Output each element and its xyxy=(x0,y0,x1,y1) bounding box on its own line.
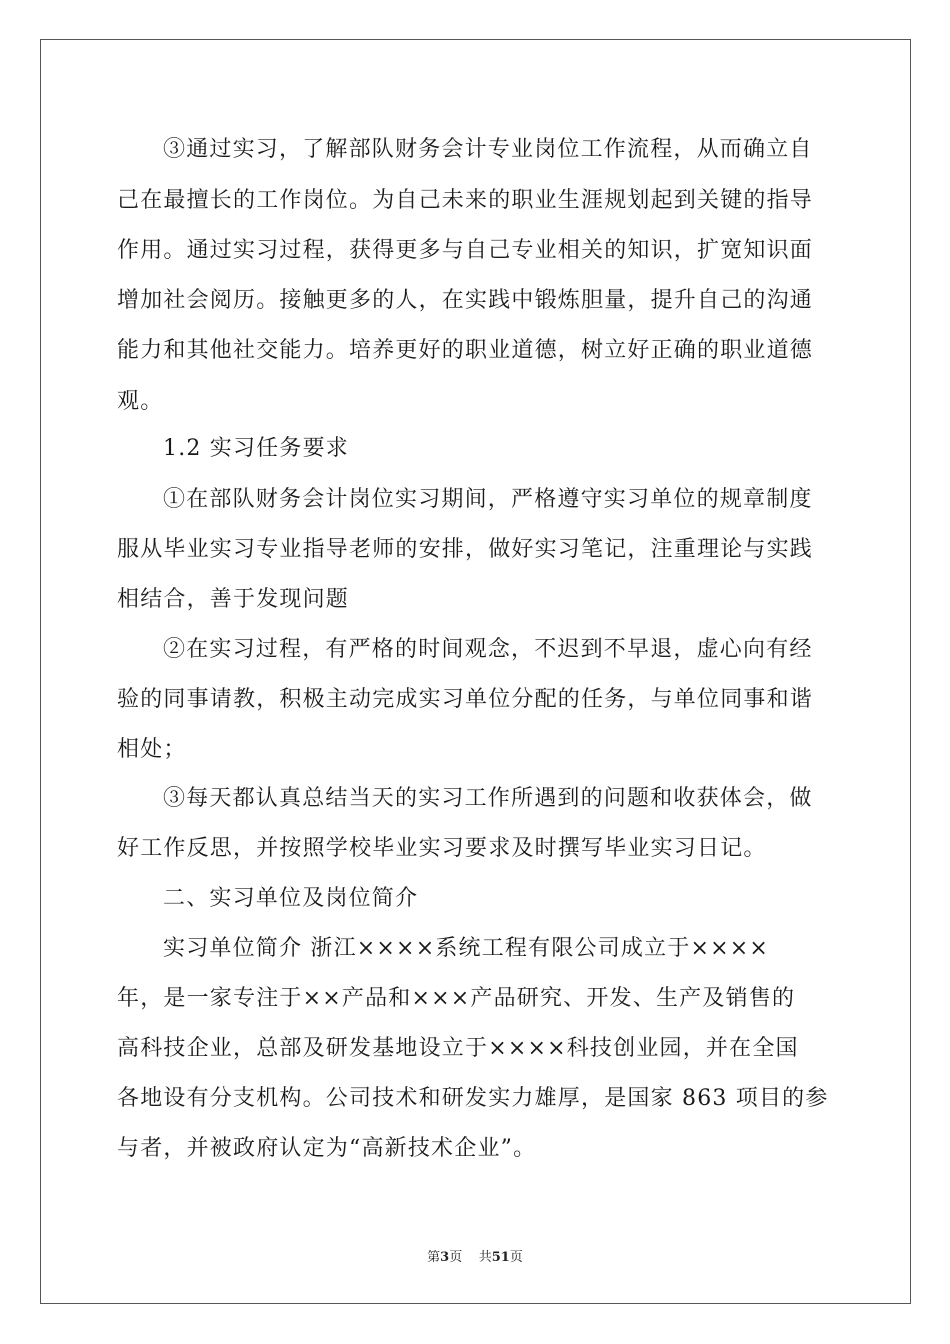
page-number: 3 xyxy=(440,1250,450,1265)
paragraph-line: 与者，并被政府认定为“高新技术企业”。 xyxy=(117,1136,537,1161)
paragraph-line: 观。 xyxy=(117,389,164,414)
paragraph-line: 年，是一家专注于××产品和×××产品研究、开发、生产及销售的 xyxy=(117,986,796,1011)
paragraph-line: 服从毕业实习专业指导老师的安排，做好实习笔记，注重理论与实践 xyxy=(117,537,814,562)
page-border xyxy=(40,39,911,1304)
paragraph-line: 实习单位简介 浙江××××系统工程有限公司成立于×××× xyxy=(163,936,770,961)
paragraph-line: 能力和其他社交能力。培养更好的职业道德，树立好正确的职业道德 xyxy=(117,338,814,363)
paragraph-line: 验的同事请教，积极主动完成实习单位分配的任务，与单位同事和谐 xyxy=(117,687,814,712)
paragraph-line: 相处； xyxy=(117,737,187,762)
total-pages: 51 xyxy=(491,1250,510,1265)
paragraph-line: ①在部队财务会计岗位实习期间，严格遵守实习单位的规章制度 xyxy=(163,487,813,512)
paragraph-line: 各地设有分支机构。公司技术和研发实力雄厚，是国家 863 项目的参 xyxy=(117,1086,829,1111)
total-prefix: 共 xyxy=(478,1250,492,1265)
paragraph-line: 好工作反思，并按照学校毕业实习要求及时撰写毕业实习日记。 xyxy=(117,836,767,861)
page-suffix: 页 xyxy=(449,1250,463,1265)
paragraph-line: 己在最擅长的工作岗位。为自己未来的职业生涯规划起到关键的指导 xyxy=(117,188,814,213)
section-heading: 1.2 实习任务要求 xyxy=(163,436,349,461)
paragraph-line: ③每天都认真总结当天的实习工作所遇到的问题和收获体会，做 xyxy=(163,786,813,811)
page-prefix: 第 xyxy=(427,1250,441,1265)
paragraph-line: 高科技企业，总部及研发基地设立于××××科技创业园，并在全国 xyxy=(117,1036,799,1061)
paragraph-line: 作用。通过实习过程，获得更多与自己专业相关的知识，扩宽知识面 xyxy=(117,238,814,263)
paragraph-line: 增加社会阅历。接触更多的人，在实践中锻炼胆量，提升自己的沟通 xyxy=(117,288,814,313)
paragraph-line: ③通过实习，了解部队财务会计专业岗位工作流程，从而确立自 xyxy=(163,137,813,162)
paragraph-line: 相结合，善于发现问题 xyxy=(117,587,350,612)
paragraph-line: ②在实习过程，有严格的时间观念，不迟到不早退，虚心向有经 xyxy=(163,637,813,662)
page-footer xyxy=(0,1246,950,1265)
total-suffix: 页 xyxy=(509,1250,523,1265)
section-heading: 二、实习单位及岗位简介 xyxy=(163,886,419,911)
